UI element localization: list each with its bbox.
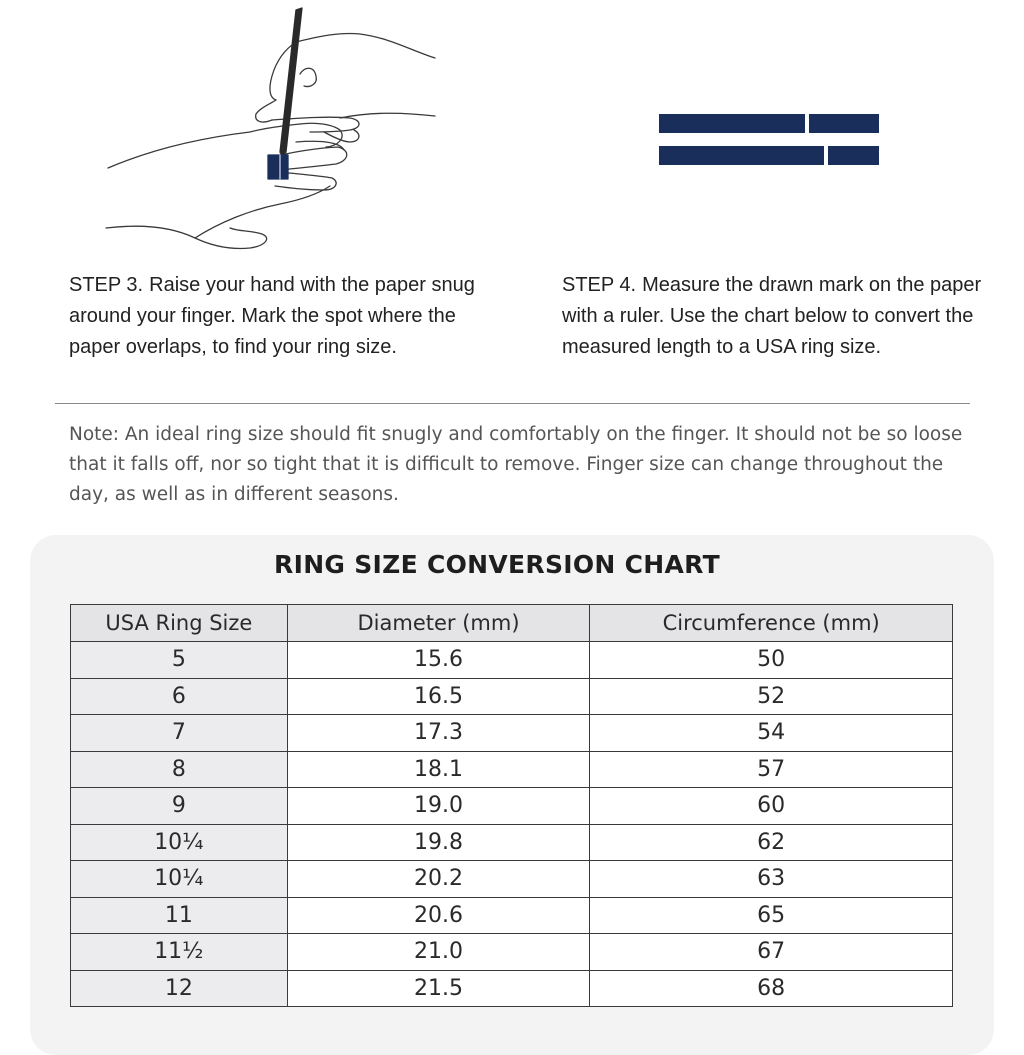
step-3-text: Raise your hand with the paper snug around your finger. Mark the spot where the paper overlaps, to find your ring size. [69, 274, 475, 358]
diameter-cell: 20.6 [287, 897, 590, 934]
ring-size-cell: 12 [71, 970, 288, 1007]
ring-size-cell: 7 [71, 715, 288, 752]
ring-size-cell: 10¼ [71, 861, 288, 898]
ring-size-cell: 9 [71, 788, 288, 825]
step-4-instructions [562, 270, 982, 363]
ring-size-cell: 5 [71, 642, 288, 679]
table-row [71, 788, 953, 825]
ring-size-cell: 11 [71, 897, 288, 934]
ring-size-cell: 8 [71, 751, 288, 788]
circumference-cell: 57 [590, 751, 953, 788]
hand-marking-illustration [100, 0, 440, 260]
diameter-cell: 19.8 [287, 824, 590, 861]
diameter-cell: 17.3 [287, 715, 590, 752]
ring-size-cell: 10¼ [71, 824, 288, 861]
diameter-cell: 19.0 [287, 788, 590, 825]
table-row [71, 678, 953, 715]
circumference-cell: 52 [590, 678, 953, 715]
header-circumference: Circumference (mm) [590, 605, 953, 642]
diameter-cell: 21.0 [287, 934, 590, 971]
step-4-text: Measure the drawn mark on the paper with a ruler. Use the chart below to convert the measured length to a USA ring size. [562, 274, 982, 358]
diameter-cell: 20.2 [287, 861, 590, 898]
diameter-cell: 15.6 [287, 642, 590, 679]
diameter-cell: 16.5 [287, 678, 590, 715]
diameter-cell: 18.1 [287, 751, 590, 788]
circumference-cell: 62 [590, 824, 953, 861]
circumference-cell: 50 [590, 642, 953, 679]
circumference-cell: 54 [590, 715, 953, 752]
circumference-cell: 68 [590, 970, 953, 1007]
table-row [71, 934, 953, 971]
measured-paper-strips [655, 110, 885, 170]
ring-size-cell: 11½ [71, 934, 288, 971]
circumference-cell: 63 [590, 861, 953, 898]
table-row [71, 642, 953, 679]
table-row [71, 715, 953, 752]
step-4-label: STEP 4. [562, 274, 637, 296]
table-row [71, 751, 953, 788]
ring-size-table [70, 604, 953, 1007]
step-3-instructions [69, 270, 509, 363]
circumference-cell: 65 [590, 897, 953, 934]
ring-size-cell: 6 [71, 678, 288, 715]
step-3-label: STEP 3. [69, 274, 144, 296]
section-divider [55, 403, 970, 404]
fit-note: Note: An ideal ring size should fit snugly and comfortably on the finger. It should not be so loose that it falls off, nor so tight that it is difficult to remove. Finger size can change throughout the day, as well as in different seasons. [69, 424, 963, 505]
diameter-cell: 21.5 [287, 970, 590, 1007]
table-row [71, 897, 953, 934]
header-usa-ring-size: USA Ring Size [71, 605, 288, 642]
table-header-row [71, 605, 953, 642]
table-row [71, 861, 953, 898]
table-row [71, 970, 953, 1007]
circumference-cell: 60 [590, 788, 953, 825]
chart-title: RING SIZE CONVERSION CHART [274, 550, 720, 579]
table-row [71, 824, 953, 861]
header-diameter: Diameter (mm) [287, 605, 590, 642]
circumference-cell: 67 [590, 934, 953, 971]
